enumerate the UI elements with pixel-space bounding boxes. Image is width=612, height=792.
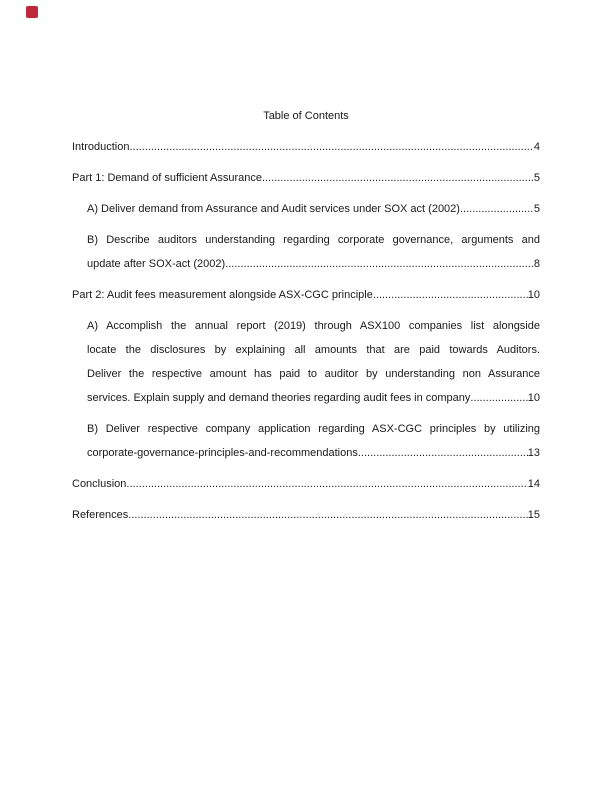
page-title: Table of Contents bbox=[263, 110, 349, 122]
entry-text: B) Describe auditors understanding regarding corporate governance, arguments and bbox=[87, 234, 540, 246]
dot-leader bbox=[358, 441, 528, 465]
entry-text: Part 2: Audit fees measurement alongside ASX-CGC principle bbox=[72, 289, 373, 301]
entry-text: locate the disclosures by explaining all amounts that are paid towards Auditors. bbox=[87, 344, 540, 356]
entry-text: Conclusion bbox=[72, 478, 127, 490]
entry-text: A) Accomplish the annual report (2019) through ASX100 companies list alongside bbox=[87, 320, 540, 332]
page-number: 4 bbox=[533, 141, 540, 153]
toc-entry-conclusion bbox=[72, 472, 540, 496]
entry-text: Introduction bbox=[72, 141, 130, 153]
entry-text: A) Deliver demand from Assurance and Audit services under SOX act (2002) bbox=[87, 203, 460, 215]
page-number: 8 bbox=[533, 258, 540, 270]
dot-leader bbox=[129, 135, 533, 159]
entry-text: update after SOX-act (2002) bbox=[87, 258, 226, 270]
dot-leader bbox=[128, 503, 527, 527]
entry-text: services. Explain supply and demand theories regarding audit fees in company bbox=[87, 392, 471, 404]
entry-text: corporate-governance-principles-and-recommendations bbox=[87, 447, 358, 459]
entry-text: Deliver the respective amount has paid to auditor by understanding non Assurance bbox=[87, 368, 540, 380]
entry-text: Part 1: Demand of sufficient Assurance bbox=[72, 172, 262, 184]
toc-entry-references bbox=[72, 503, 540, 527]
page-number: 5 bbox=[533, 172, 540, 184]
entry-text: B) Deliver respective company application regarding ASX-CGC principles by utilizing bbox=[87, 423, 540, 435]
table-of-contents bbox=[72, 135, 540, 527]
brand-mark-icon bbox=[26, 6, 38, 18]
page-number: 15 bbox=[527, 509, 540, 521]
page-number: 14 bbox=[527, 478, 540, 490]
dot-leader bbox=[262, 166, 534, 190]
page-number: 5 bbox=[533, 203, 540, 215]
entry-text: References bbox=[72, 509, 129, 521]
page-number: 10 bbox=[527, 392, 540, 404]
toc-entry-part2-b bbox=[72, 417, 540, 465]
page-number: 10 bbox=[527, 289, 540, 301]
dot-leader bbox=[460, 197, 534, 221]
dot-leader bbox=[225, 252, 534, 276]
toc-entry-part1-b bbox=[72, 228, 540, 276]
toc-entry-part1-a bbox=[72, 197, 540, 221]
dot-leader bbox=[373, 283, 528, 307]
page-number: 13 bbox=[527, 447, 540, 459]
toc-entry-part2 bbox=[72, 283, 540, 307]
toc-entry-part1 bbox=[72, 166, 540, 190]
toc-entry-part2-a bbox=[72, 314, 540, 410]
dot-leader bbox=[470, 386, 527, 410]
dot-leader bbox=[126, 472, 527, 496]
toc-entry-introduction bbox=[72, 135, 540, 159]
